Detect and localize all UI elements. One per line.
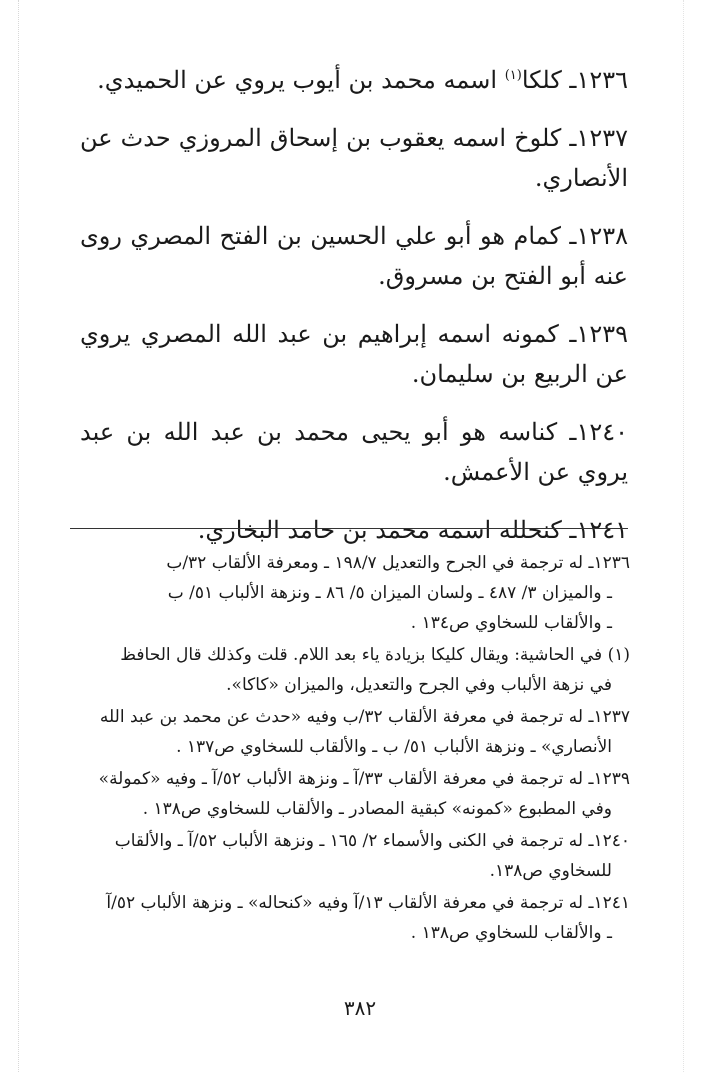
footnote-1236: [70, 548, 630, 638]
page-number: ٣٨٢: [343, 996, 377, 1020]
entry-1237: [80, 118, 628, 198]
footnote-line: ـ والألقاب للسخاوي ص١٣٤ .: [410, 613, 612, 633]
entry-name: كمونه: [501, 320, 559, 348]
entry-1239: [80, 314, 628, 394]
entry-number: ١٢٣٨: [576, 222, 628, 250]
entry-number: ١٢٤١: [576, 516, 628, 544]
footnote-line: ١٢٤٠ـ له ترجمة في الكنى والأسماء ٢/ ١٦٥ ـ ونزهة الألباب ٥٢/آ ـ والألقاب: [114, 831, 630, 851]
footnote-marker: (١): [504, 68, 522, 83]
footnote-1240: [70, 826, 630, 886]
entry-text: اسمه محمد بن أيوب يروي عن الحميدي.: [97, 66, 505, 94]
entry-name: كلوخ: [514, 124, 562, 152]
footnote-line: ١٢٤١ـ له ترجمة في معرفة الألقاب ١٣/آ وفيه «كنحاله» ـ ونزهة الألباب ٥٢/آ: [106, 893, 630, 913]
footnote-line: الأنصاري» ـ ونزهة الألباب ٥١/ ب ـ والألقاب للسخاوي ص١٣٧ .: [176, 737, 612, 757]
entry-text: اسمه يعقوب بن إسحاق المروزي حدث عن الأنصاري.: [80, 124, 628, 192]
footnote-line: ١٢٣٧ـ له ترجمة في معرفة الألقاب ٣٢/ب وفيه «حدث عن محمد بن عبد الله: [99, 707, 630, 727]
footnote-separator: [70, 528, 628, 529]
entry-dash: ـ: [561, 516, 577, 544]
entry-name: كلكا: [521, 66, 562, 94]
entry-name: كنحلله: [498, 516, 562, 544]
entry-1236: [80, 60, 628, 100]
entry-dash: ـ: [561, 124, 577, 152]
entry-text: اسمه إبراهيم بن عبد الله المصري يروي عن الربيع بن سليمان.: [80, 320, 628, 388]
entry-1241: [80, 510, 628, 550]
entry-1238: [80, 216, 628, 296]
entry-dash: ـ: [560, 222, 577, 250]
footnote-line: ـ والألقاب للسخاوي ص١٣٨ .: [410, 923, 612, 943]
entry-text: هو أبو علي الحسين بن الفتح المصري روى عنه أبو الفتح بن مسروق.: [80, 222, 628, 290]
entry-dash: ـ: [557, 418, 577, 446]
footnote-1237: [70, 702, 630, 762]
entry-number: ١٢٣٧: [576, 124, 628, 152]
left-margin-rule: [18, 0, 19, 1072]
footnote-1239: [70, 764, 630, 824]
entry-text: هو أبو يحيى محمد بن عبد الله بن عبد يروي عن الأعمش.: [80, 418, 628, 486]
footnotes: [70, 548, 630, 950]
entry-number: ١٢٤٠: [576, 418, 628, 446]
entry-number: ١٢٣٩: [576, 320, 628, 348]
footnote-line: ١٢٣٦ـ له ترجمة في الجرح والتعديل ١٩٨/٧ ـ ومعرفة الألقاب ٣٢/ب: [166, 553, 630, 573]
entry-name: كمام: [513, 222, 561, 250]
entry-number: ١٢٣٦: [576, 66, 628, 94]
footnote-line: في نزهة الألباب وفي الجرح والتعديل، والميزان «كاكا».: [226, 675, 612, 695]
right-margin-rule: [683, 0, 684, 1072]
entry-name: كناسه: [498, 418, 558, 446]
footnote-line: وفي المطبوع «كمونه» كبقية المصادر ـ والألقاب للسخاوي ص١٣٨ .: [142, 799, 612, 819]
footnote-marginal-note: [70, 640, 630, 700]
entry-text: اسمه محمد بن حامد البخاري.: [197, 516, 499, 544]
entry-dash: ـ: [561, 66, 577, 94]
footnote-1241: [70, 888, 630, 948]
entry-dash: ـ: [558, 320, 577, 348]
footnote-line: ١٢٣٩ـ له ترجمة في معرفة الألقاب ٣٣/آ ـ ونزهة الألباب ٥٢/آ ـ وفيه «كمولة»: [98, 769, 630, 789]
entry-1240: [80, 412, 628, 492]
main-entries: [80, 60, 628, 568]
footnote-line: للسخاوي ص١٣٨.: [489, 861, 612, 881]
footnote-line: (١) في الحاشية: ويقال كليكا بزيادة ياء بعد اللام. قلت وكذلك قال الحافظ: [120, 645, 630, 665]
footnote-line: ـ والميزان ٣/ ٤٨٧ ـ ولسان الميزان ٥/ ٨٦ ـ ونزهة الألباب ٥١/ ب: [167, 583, 612, 603]
